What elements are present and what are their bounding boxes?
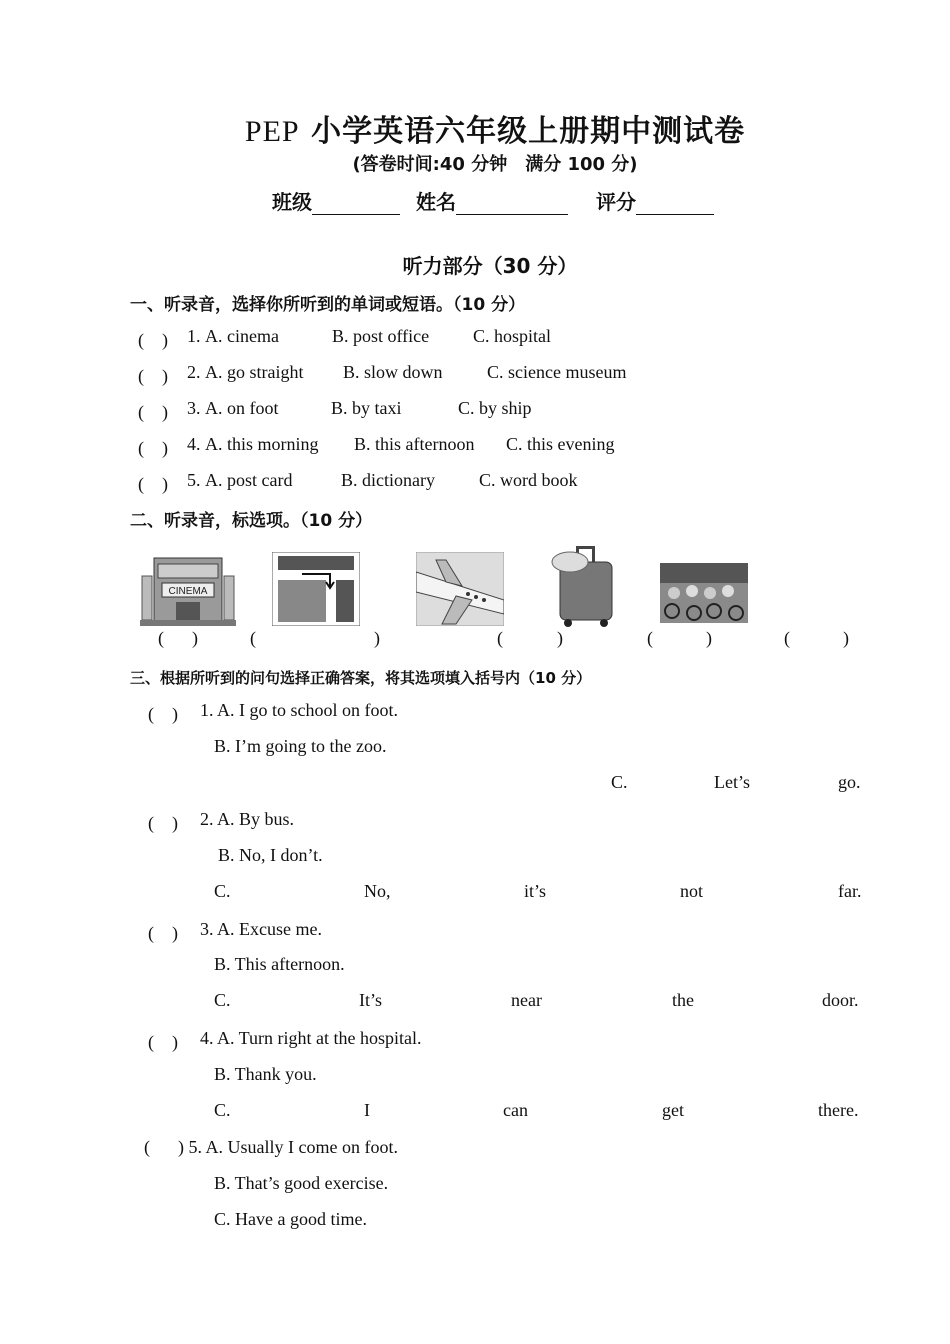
class-field[interactable]: 班级 (272, 186, 400, 215)
q4-option-c-word: get (662, 1100, 684, 1120)
option-c: C. hospital (473, 326, 552, 346)
question-number: 2. (187, 362, 201, 382)
score-field[interactable]: 评分 (596, 186, 714, 215)
question-number: 5. (187, 470, 201, 490)
picture5-answer-close: ) (843, 628, 849, 648)
map-picture (272, 552, 360, 626)
question-number: 3. (187, 398, 201, 418)
answer-paren[interactable]: ( ) (138, 474, 168, 494)
q2-option-c-word: it’s (524, 881, 547, 901)
option-c: C. word book (479, 470, 578, 490)
picture2-answer-close: ) (374, 628, 380, 648)
q1-option-c-word: Let’s (714, 772, 750, 792)
q3-option-c-word: It’s (359, 990, 383, 1010)
picture5-answer-open[interactable]: ( (784, 628, 790, 648)
option-b: B. this afternoon (354, 434, 475, 454)
cyclists-picture (660, 563, 748, 623)
picture4-answer-open[interactable]: ( (647, 628, 653, 648)
q4-option-a: 4. A. Turn right at the hospital. (200, 1028, 422, 1048)
q4-option-c-word: can (503, 1100, 528, 1120)
q2-option-c-word: No, (364, 881, 391, 901)
question-number: 1. (187, 326, 201, 346)
plane-picture (416, 552, 504, 626)
q2-option-c-word: C. (214, 881, 231, 901)
q5-option-c: C. Have a good time. (214, 1209, 367, 1229)
answer-paren-open[interactable]: ( (144, 1137, 150, 1157)
q2-option-b: B. No, I don’t. (218, 845, 323, 865)
exam-subtitle: (答卷时间:40 分钟 满分 100 分) (352, 154, 638, 175)
listening-part-heading: 听力部分（30 分） (402, 254, 578, 278)
q2-option-a: 2. A. By bus. (200, 809, 295, 829)
picture3-answer-close: ) (557, 628, 563, 648)
answer-paren[interactable]: ( ) (148, 923, 178, 943)
q1-option-a: 1. A. I go to school on foot. (200, 700, 398, 720)
answer-paren[interactable]: ( ) (148, 704, 178, 724)
q3-option-c-word: near (511, 990, 542, 1010)
suitcase-picture (546, 544, 618, 628)
q3-option-c-word: door. (822, 990, 859, 1010)
option-b: B. slow down (343, 362, 443, 382)
option-c: C. this evening (506, 434, 615, 454)
answer-paren[interactable]: ( ) (148, 1032, 178, 1052)
answer-paren[interactable]: ( ) (138, 402, 168, 422)
picture1-answer-open[interactable]: ( (158, 628, 164, 648)
q3-option-a: 3. A. Excuse me. (200, 919, 322, 939)
q4-option-b: B. Thank you. (214, 1064, 317, 1084)
q4-option-c-word: there. (818, 1100, 859, 1120)
q2-option-c-word: far. (838, 881, 862, 901)
option-a: A. on foot (205, 398, 279, 418)
option-a: A. this morning (205, 434, 319, 454)
section2-heading: 二、听录音，标选项。（10 分） (130, 511, 373, 531)
option-a: A. post card (205, 470, 293, 490)
option-a: A. go straight (205, 362, 304, 382)
option-a: A. cinema (205, 326, 279, 346)
option-c: C. science museum (487, 362, 627, 382)
page-title: PEP 小学英语六年级上册期中测试卷 (244, 114, 746, 149)
section1-heading: 一、听录音，选择你所听到的单词或短语。（10 分） (130, 295, 526, 315)
cinema-sign-text: CINEMA (168, 586, 208, 597)
option-b: B. post office (332, 326, 430, 346)
q4-option-c-word: I (364, 1100, 370, 1120)
question-number: 4. (187, 434, 201, 454)
q4-option-c-word: C. (214, 1100, 231, 1120)
section3-heading: 三、根据所听到的问句选择正确答案，将其选项填入括号内（10 分） (130, 669, 592, 687)
option-b: B. dictionary (341, 470, 435, 490)
answer-paren[interactable]: ( ) (138, 330, 168, 350)
q1-option-c-word: go. (838, 772, 861, 792)
answer-paren[interactable]: ( ) (148, 813, 178, 833)
answer-paren[interactable]: ( ) (138, 438, 168, 458)
picture1-answer-close: ) (192, 628, 198, 648)
answer-paren[interactable]: ( ) (138, 366, 168, 386)
picture2-answer-open[interactable]: ( (250, 628, 256, 648)
q2-option-c-word: not (680, 881, 704, 901)
option-b: B. by taxi (331, 398, 402, 418)
picture3-answer-open[interactable]: ( (497, 628, 503, 648)
cinema-picture (140, 548, 236, 626)
q5-option-b: B. That’s good exercise. (214, 1173, 389, 1193)
q1-option-c-word: C. (611, 772, 628, 792)
q1-option-b: B. I’m going to the zoo. (214, 736, 387, 756)
q3-option-b: B. This afternoon. (214, 954, 345, 974)
name-field[interactable]: 姓名 (416, 186, 568, 215)
option-c: C. by ship (458, 398, 532, 418)
q3-option-c-word: the (672, 990, 694, 1010)
q3-option-c-word: C. (214, 990, 231, 1010)
q5-option-a: ) 5. A. Usually I come on foot. (178, 1137, 398, 1157)
picture4-answer-close: ) (706, 628, 712, 648)
